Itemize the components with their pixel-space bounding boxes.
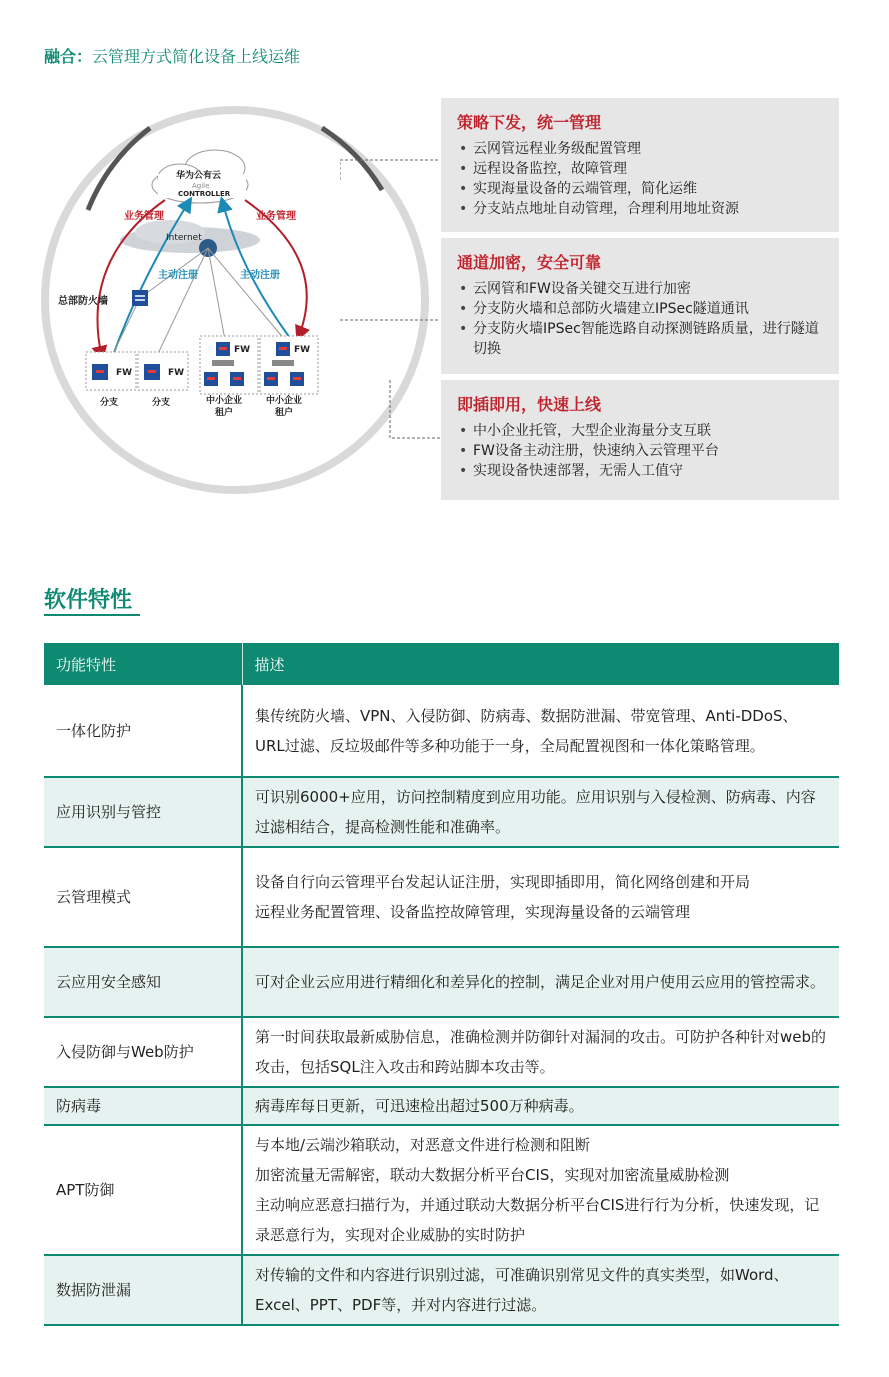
feature-cell: APT防御 (44, 1125, 242, 1255)
table-row (44, 1087, 839, 1125)
connector-lines (340, 150, 444, 450)
feature-title: 即插即用，快速上线 (457, 395, 602, 414)
feature-box-tunnel (441, 238, 839, 374)
desc-cell (242, 1255, 839, 1325)
table-row (44, 777, 839, 847)
desc-cell (242, 1087, 839, 1125)
desc-line: 可识别6000+应用，访问控制精度到应用功能。应用识别与入侵检测、防病毒、内容过滤相结合，提高检测性能和准确率。 (255, 788, 816, 836)
feature-item: • 中小企业托管，大型企业海量分支互联 (457, 421, 823, 441)
controller-bottom: CONTROLLER (178, 190, 231, 198)
biz-mgmt-right: 业务管理 (256, 211, 296, 222)
feature-cell: 入侵防御与Web防护 (44, 1017, 242, 1087)
fw-tag-3: FW (234, 345, 251, 355)
desc-cell (242, 777, 839, 847)
feature-item: • 分支站点地址自动管理，合理利用地址资源 (457, 199, 823, 219)
col-feature-header: 功能特性 (44, 643, 242, 685)
fw-tag-1: FW (116, 368, 133, 378)
feature-item: • FW设备主动注册，快速纳入云管理平台 (457, 441, 823, 461)
hq-fw-label: 总部防火墙 (58, 296, 108, 307)
feature-item: • 分支防火墙IPSec智能选路自动探测链路质量，进行隧道切换 (457, 319, 823, 359)
section-underline (44, 614, 140, 616)
active-reg-left: 主动注册 (158, 270, 198, 281)
desc-line: 可对企业云应用进行精细化和差异化的控制，满足企业对用户使用云应用的管控需求。 (255, 973, 826, 991)
desc-cell (242, 1125, 839, 1255)
controller-top: Agile (192, 182, 210, 190)
heading-prefix: 融合： (44, 47, 93, 66)
desc-cell (242, 1017, 839, 1087)
table-row (44, 685, 839, 777)
fw-tag-4: FW (294, 345, 311, 355)
feature-cell: 防病毒 (44, 1087, 242, 1125)
cloud-label: 华为公有云 (176, 171, 222, 181)
software-feature-table (44, 643, 839, 1326)
feature-box-plug-and-play (441, 380, 839, 500)
desc-line: 设备自行向云管理平台发起认证注册，实现即插即用，简化网络创建和开局 (255, 873, 751, 891)
feature-item: • 云网管远程业务级配置管理 (457, 139, 823, 159)
fw-tag-2: FW (168, 368, 185, 378)
feature-title: 策略下发，统一管理 (457, 113, 602, 132)
feature-cell: 一体化防护 (44, 685, 242, 777)
site-label-3: 中小企业 租户 (206, 396, 243, 418)
desc-line: 对传输的文件和内容进行识别过滤，可准确识别常见文件的真实类型，如Word、Excel、PPT、PDF等，并对内容进行过滤。 (255, 1266, 789, 1314)
desc-line: 主动响应恶意扫描行为，并通过联动大数据分析平台CIS进行行为分析，快速发现，记录恶意行为，实现对企业威胁的实时防护 (255, 1196, 820, 1244)
table-row (44, 1125, 839, 1255)
table-row (44, 1017, 839, 1087)
table-header-row (44, 643, 839, 685)
page-heading (44, 44, 300, 67)
desc-line: 第一时间获取最新威胁信息，准确检测并防御针对漏洞的攻击。可防护各种针对web的攻击，包括SQL注入攻击和跨站脚本攻击等。 (255, 1028, 827, 1076)
desc-cell (242, 947, 839, 1017)
feature-item: • 分支防火墙和总部防火墙建立IPSec隧道通讯 (457, 299, 823, 319)
active-reg-right: 主动注册 (240, 270, 280, 281)
table-row (44, 947, 839, 1017)
desc-line: 集传统防火墙、VPN、入侵防御、防病毒、数据防泄漏、带宽管理、Anti-DDoS、URL过滤、反垃圾邮件等多种功能于一身，全局配置视图和一体化策略管理。 (255, 706, 798, 755)
desc-line: 病毒库每日更新，可迅速检出超过500万种病毒。 (255, 1097, 584, 1115)
feature-item: • 云网管和FW设备关键交互进行加密 (457, 279, 823, 299)
col-desc-header: 描述 (242, 643, 839, 685)
section-title: 软件特性 (44, 588, 133, 613)
internet-label: Internet (166, 233, 202, 243)
site-label-1: 分支 (100, 398, 119, 408)
table-row (44, 847, 839, 947)
desc-line: 与本地/云端沙箱联动，对恶意文件进行检测和阻断 (255, 1136, 591, 1154)
feature-cell: 云应用安全感知 (44, 947, 242, 1017)
heading-title: 云管理方式简化设备上线运维 (92, 47, 301, 66)
desc-line: 加密流量无需解密，联动大数据分析平台CIS，实现对加密流量威胁检测 (255, 1166, 730, 1184)
feature-cell: 应用识别与管控 (44, 777, 242, 847)
feature-cell: 数据防泄漏 (44, 1255, 242, 1325)
desc-cell (242, 685, 839, 777)
feature-item: • 实现海量设备的云端管理，简化运维 (457, 179, 823, 199)
table-row (44, 1255, 839, 1325)
feature-item: • 实现设备快速部署，无需人工值守 (457, 461, 823, 481)
desc-cell (242, 847, 839, 947)
hq-fw-icon (132, 290, 148, 306)
feature-box-policy (441, 98, 839, 232)
site-label-4: 中小企业 租户 (266, 396, 303, 418)
feature-title: 通道加密，安全可靠 (457, 253, 602, 272)
site-label-2: 分支 (152, 398, 171, 408)
biz-mgmt-left: 业务管理 (124, 211, 164, 222)
desc-line: 远程业务配置管理、设备监控故障管理，实现海量设备的云端管理 (255, 903, 691, 921)
feature-item: • 远程设备监控，故障管理 (457, 159, 823, 179)
feature-cell: 云管理模式 (44, 847, 242, 947)
